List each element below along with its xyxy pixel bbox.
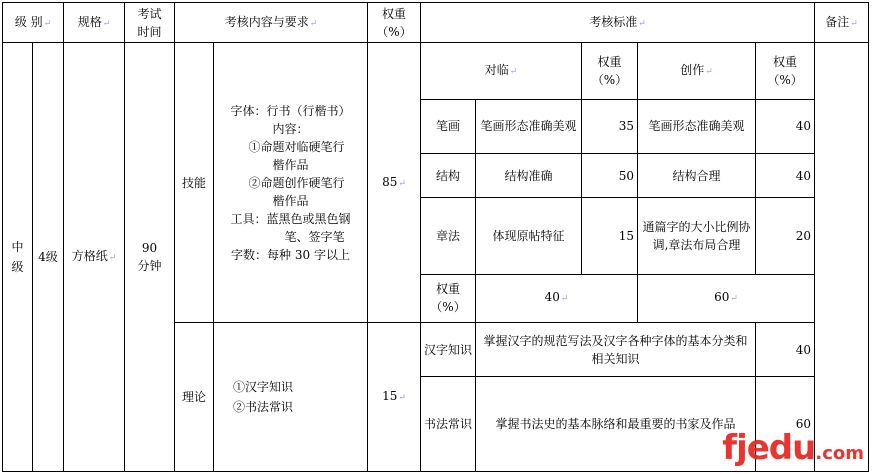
skill-label-cell: 技能 [175,43,214,323]
skill-subheader-row [3,43,869,99]
copy-header: 对临↵ [421,43,582,99]
header-note: 备注↵ [815,3,869,43]
criteria-create: 通篇字的大小比例协调,章法布局合理 [638,198,756,274]
create-weight-header: 权重 （%） [756,43,815,99]
criteria-copy-weight: 35 [582,99,638,153]
weight-row-copy: 40↵ [476,274,638,322]
theory-criteria-weight: 40 [756,323,815,377]
criteria-create-weight: 40 [756,153,815,197]
criteria-copy-weight: 15 [582,198,638,274]
level-num-cell: 4级 [33,43,64,472]
header-weight: 权重 （%） [368,3,421,43]
theory-weight-cell: 15↵ [368,323,421,472]
skill-weight-cell: 85↵ [368,43,421,323]
header-standard: 考核标准↵ [421,3,815,43]
note-cell [815,43,869,472]
criteria-create: 笔画形态准确美观 [638,99,756,153]
criteria-create-weight: 20 [756,198,815,274]
time-cell: 90 分钟 [125,43,175,472]
header-content: 考核内容与要求↵ [175,3,368,43]
header-time: 考试 时间 [125,3,175,43]
criteria-item: 章法 [421,198,476,274]
exam-standard-table [2,2,869,472]
header-row [3,3,869,43]
header-level: 级 别↵ [3,3,64,43]
criteria-item: 结构 [421,153,476,197]
weight-row-label: 权重 （%） [421,274,476,322]
header-spec: 规格↵ [64,3,125,43]
level-zh-cell: 中级 [3,43,33,472]
watermark-logo: fjedu.com [722,428,864,468]
criteria-copy: 笔画形态准确美观 [476,99,582,153]
theory-criteria-item: 汉字知识 [421,323,476,377]
criteria-create-weight: 40 [756,99,815,153]
weight-row-create: 60↵ [638,274,815,322]
spec-cell: 方格纸↵ [64,43,125,472]
theory-criteria-desc: 掌握汉字的规范写法及汉字各种字体的基本分类和相关知识 [476,323,756,377]
criteria-copy-weight: 50 [582,153,638,197]
theory-label-cell: 理论 [175,323,214,472]
theory-criteria-item: 书法常识 [421,377,476,472]
theory-items-cell: ①汉字知识 ②书法常识 [214,323,368,472]
theory-criteria-desc: 掌握书法史的基本脉络和最重要的书家及作品 [476,377,756,472]
copy-weight-header: 权重 （%） [582,43,638,99]
criteria-item: 笔画 [421,99,476,153]
criteria-copy: 体现原帖特征 [476,198,582,274]
create-header: 创作↵ [638,43,756,99]
criteria-create: 结构合理 [638,153,756,197]
skill-requirements-cell: 字体：行书（行楷书） 内容： ①命题对临硬笔行 楷作品 ②命题创作硬笔行 楷作品 工具：蓝黑色或黑色钢 笔、签字笔 字数：每种 30 字以上 [214,43,368,323]
theory-criteria-weight: 60 [756,377,815,472]
criteria-copy: 结构准确 [476,153,582,197]
